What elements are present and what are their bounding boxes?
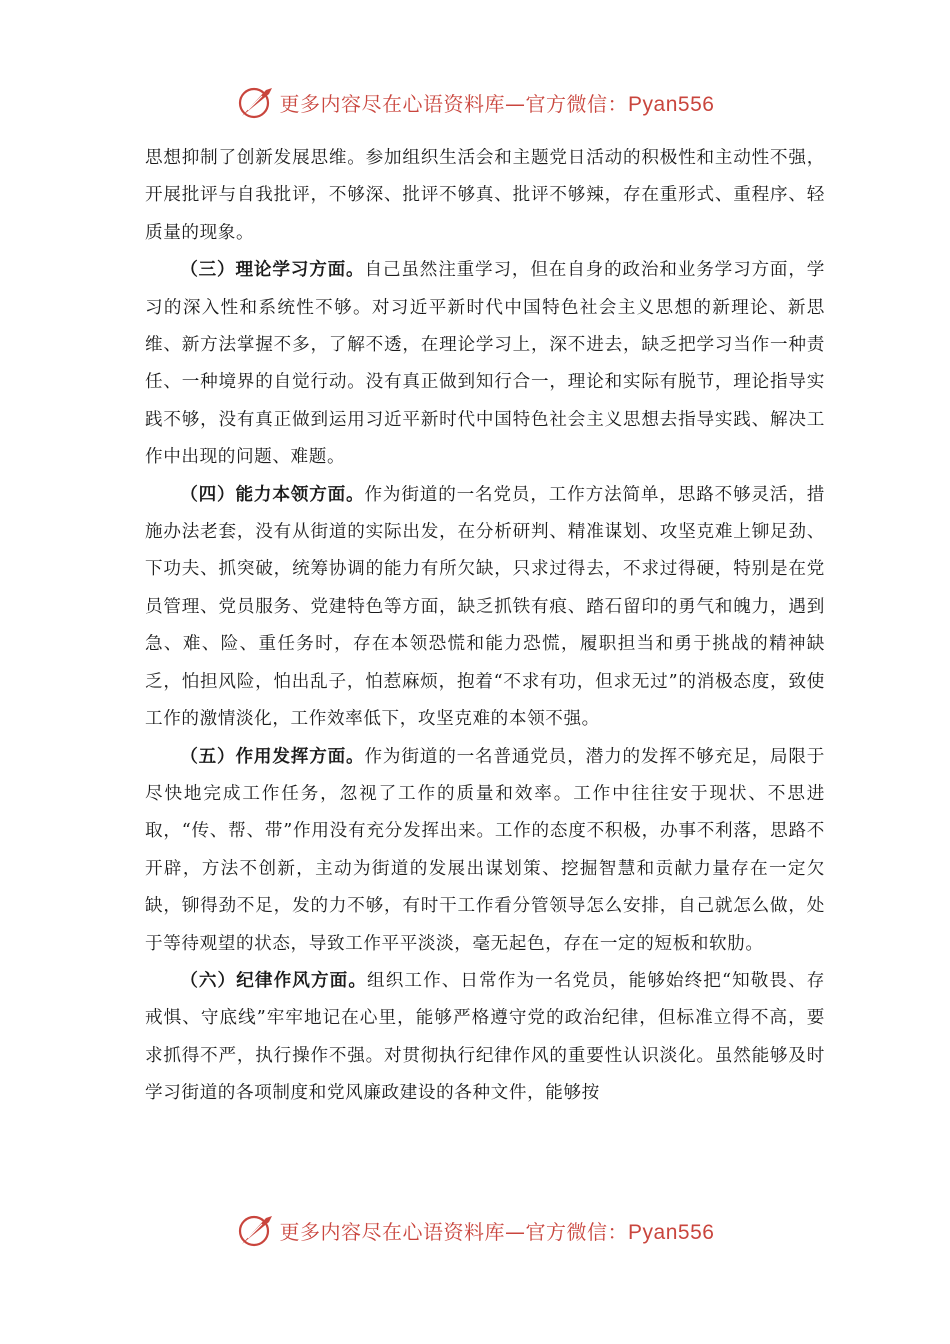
paragraph-body: 作为街道的一名党员，工作方法简单，思路不够灵活，措施办法老套，没有从街道的实际出发，在分析研判、精准谋划、攻坚克难上铆足劲、下功夫、抓突破，统筹协调的能力有所欠缺，只求过得去，不求过得硬，特别是在党员管理、党员服务、党建特色等方面，缺乏抓铁有痕、踏石留印的勇气和魄力，遇到急、难、险、重任务时，存在本领恐慌和能力恐慌，履职担当和勇于挑战的精神缺乏，怕担风险，怕出乱子，怕惹麻烦，抱着“不求有功，但求无过”的消极态度，致使工作的激情淡化，工作效率低下，攻坚克难的本领不强。 (145, 484, 825, 730)
paragraph-continuation (145, 140, 825, 252)
banner-text (280, 1216, 715, 1245)
paragraph-body: 自己虽然注重学习，但在自身的政治和业务学习方面，学习的深入性和系统性不够。对习近平新时代中国特色社会主义思想的新理论、新思维、新方法掌握不多，了解不透，在理论学习上，深不进去，缺乏把学习当作一种责任、一种境界的自觉行动。没有真正做到知行合一，理论和实际有脱节，理论指导实践不够，没有真正做到运用习近平新时代中国特色社会主义思想去指导实践、解决工作中出现的问题、难题。 (145, 260, 825, 468)
paragraph-ability (145, 477, 825, 739)
footer-watermark-banner (0, 1210, 950, 1250)
header-watermark-banner (0, 82, 950, 122)
quill-logo-icon (236, 1212, 276, 1248)
document-body (145, 140, 825, 1113)
paragraph-body: 思想抑制了创新发展思维。参加组织生活会和主题党日活动的积极性和主动性不强，开展批评与自我批评，不够深、批评不够真、批评不够辣，存在重形式、重程序、轻质量的现象。 (145, 148, 825, 243)
banner-label: 更多内容尽在心语资料库—官方微信： (279, 91, 629, 116)
paragraph-theory-study (145, 252, 825, 476)
paragraph-body: 作为街道的一名普通党员，潜力的发挥不够充足，局限于尽快地完成工作任务，忽视了工作的质量和效率。工作中往往安于现状、不思进取，“传、帮、带”作用没有充分发挥出来。工作的态度不积极，办事不利落，思路不开辟，方法不创新，主动为街道的发展出谋划策、挖掘智慧和贡献力量存在一定欠缺，铆得劲不足，发的力不够，有时干工作看分管领导怎么安排，自己就怎么做，处于等待观望的状态，导致工作平平淡淡，毫无起色，存在一定的短板和软肋。 (145, 746, 825, 954)
banner-wechat-id: Pyan556 (628, 92, 715, 116)
quill-logo-icon (236, 84, 276, 120)
section-heading: （三）理论学习方面。 (180, 260, 365, 281)
paragraph-body: 组织工作、日常作为一名党员，能够始终把“知敬畏、存戒惧、守底线”牢牢地记在心里，能够严格遵守党的政治纪律，但标准立得不高，要求抓得不严，执行操作不强。对贯彻执行纪律作风的重要性认识淡化。虽然能够及时学习街道的各项制度和党风廉政建设的各种文件，能够按 (145, 970, 825, 1104)
section-heading: （五）作用发挥方面。 (180, 746, 365, 767)
paragraph-role (145, 739, 825, 963)
paragraph-discipline (145, 963, 825, 1113)
banner-wechat-id: Pyan556 (628, 1220, 715, 1244)
banner-label: 更多内容尽在心语资料库—官方微信： (279, 1219, 629, 1244)
section-heading: （六）纪律作风方面。 (180, 970, 368, 991)
banner-text (280, 88, 715, 117)
section-heading: （四）能力本领方面。 (180, 484, 365, 505)
